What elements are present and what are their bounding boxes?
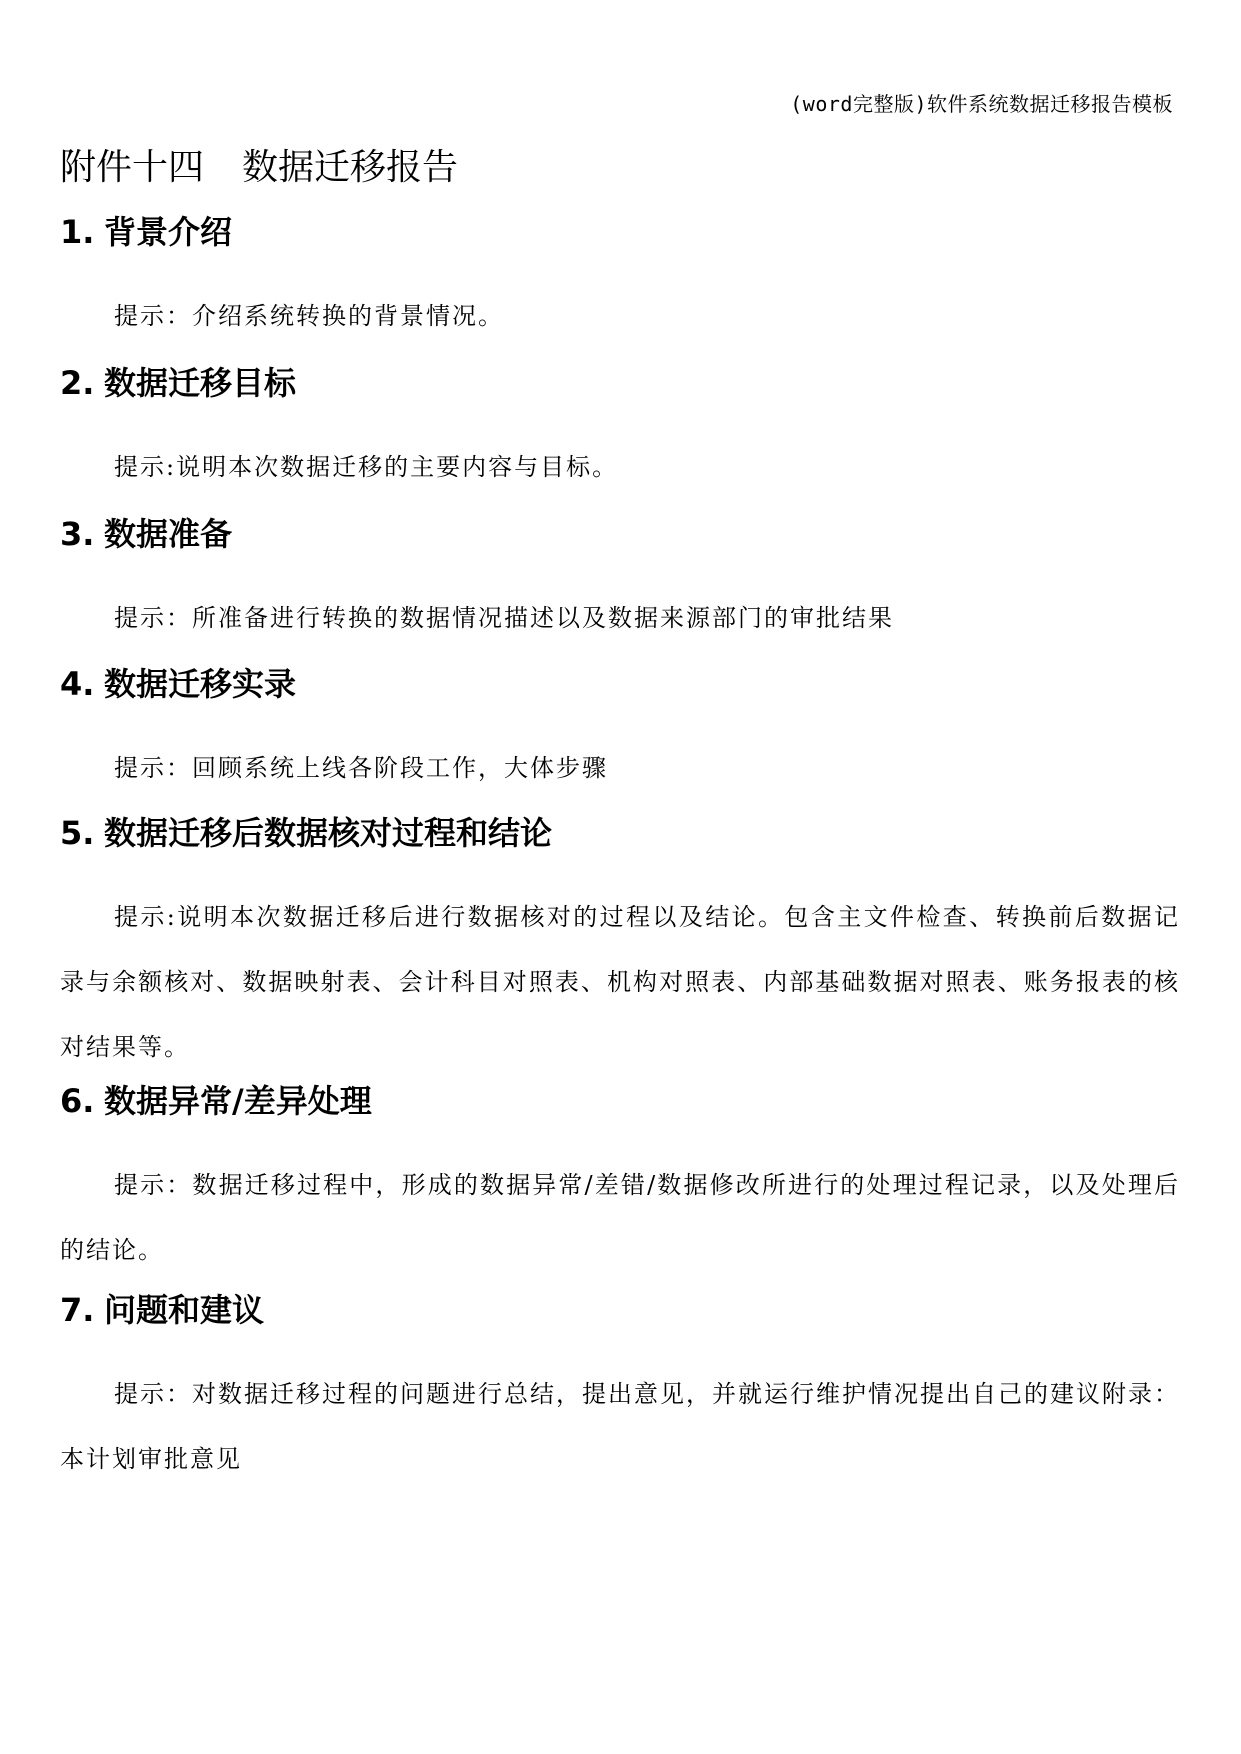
section-number: 7. [60, 1291, 95, 1329]
section-heading-text: 问题和建议 [104, 1291, 265, 1329]
title-main: 数据迁移报告 [242, 147, 459, 188]
section-heading-text: 数据异常/差异处理 [104, 1082, 372, 1120]
section-hint: 提示：回顾系统上线各阶段工作，大体步骤 [114, 754, 608, 782]
section-hint: 提示:说明本次数据迁移后进行数据核对的过程以及结论。包含主文件检查、转换前后数据记录与余额核对、数据映射表、会计科目对照表、机构对照表、内部基础数据对照表、账务报表的核对结果等。 [60, 903, 1180, 1061]
section-migration-record [60, 662, 1180, 801]
section-data-preparation [60, 512, 1180, 651]
section-heading [60, 662, 1180, 706]
section-heading [60, 811, 1180, 855]
section-heading [60, 1079, 1180, 1123]
section-heading [60, 512, 1180, 556]
section-hint: 提示:说明本次数据迁移的主要内容与目标。 [114, 453, 619, 481]
section-heading [60, 361, 1180, 405]
section-heading [60, 210, 1180, 254]
section-hint: 提示：对数据迁移过程的问题进行总结，提出意见，并就运行维护情况提出自己的建议附录：本计划审批意见 [60, 1380, 1180, 1473]
section-heading-text: 数据准备 [104, 515, 233, 553]
section-migration-goals [60, 361, 1180, 500]
section-heading-text: 数据迁移后数据核对过程和结论 [104, 814, 553, 852]
section-heading [60, 1288, 1180, 1332]
section-background [60, 210, 1180, 349]
section-number: 5. [60, 814, 95, 852]
section-number: 2. [60, 364, 95, 402]
section-exception-handling [60, 1079, 1180, 1283]
document-title [60, 144, 458, 192]
section-verification [60, 811, 1180, 1080]
section-heading-text: 数据迁移实录 [104, 665, 297, 703]
section-number: 1. [60, 213, 95, 251]
section-hint: 提示：介绍系统转换的背景情况。 [114, 302, 504, 330]
section-heading-text: 背景介绍 [104, 213, 233, 251]
section-hint: 提示：数据迁移过程中，形成的数据异常/差错/数据修改所进行的处理过程记录，以及处理后的结论。 [60, 1171, 1180, 1264]
section-heading-text: 数据迁移目标 [104, 364, 297, 402]
section-number: 6. [60, 1082, 95, 1120]
running-header: (word完整版)软件系统数据迁移报告模板 [790, 92, 1173, 116]
section-number: 3. [60, 515, 95, 553]
section-hint: 提示：所准备进行转换的数据情况描述以及数据来源部门的审批结果 [114, 604, 894, 632]
section-issues-suggestions [60, 1288, 1180, 1492]
section-number: 4. [60, 665, 95, 703]
title-prefix: 附件十四 [60, 147, 205, 188]
